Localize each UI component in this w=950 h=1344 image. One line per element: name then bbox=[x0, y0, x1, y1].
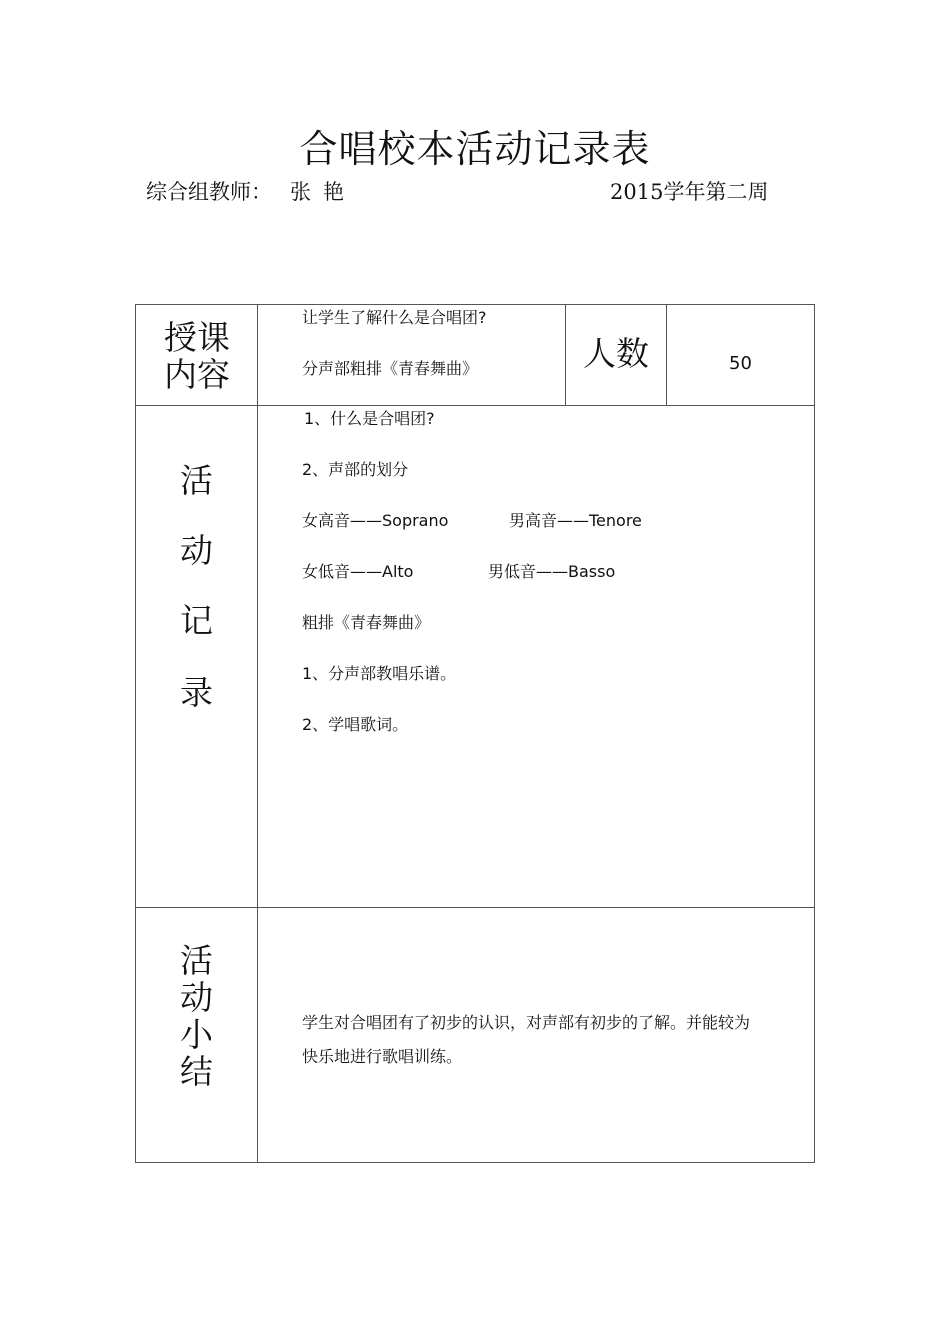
record-label-char: 记 bbox=[180, 601, 213, 640]
summary-label-char: 结 bbox=[180, 1052, 213, 1091]
teacher-name: 张艳 bbox=[290, 180, 356, 204]
record-label-char: 活 bbox=[180, 461, 213, 500]
record-step: 1、分声部教唱乐谱。 bbox=[302, 664, 457, 683]
record-item: 2、声部的划分 bbox=[302, 460, 409, 479]
group-label: 综合组教师： bbox=[146, 180, 272, 204]
summary-label-char: 小 bbox=[180, 1015, 213, 1054]
lesson-line: 分声部粗排《青春舞曲》 bbox=[302, 359, 479, 378]
count-value: 50 bbox=[729, 353, 752, 374]
summary-label-char: 动 bbox=[180, 978, 213, 1017]
rehearsal-title: 粗排《青春舞曲》 bbox=[302, 613, 431, 632]
voice-female: 女高音——Soprano bbox=[302, 511, 449, 530]
lesson-content bbox=[258, 305, 565, 405]
page-title: 合唱校本活动记录表 bbox=[299, 127, 651, 171]
count-label: 人数 bbox=[583, 334, 649, 373]
summary-line: 学生对合唱团有了初步的认识，对声部有初步的了解。并能较为 bbox=[302, 1013, 751, 1032]
record-label-char: 录 bbox=[180, 673, 213, 712]
voice-male: 男高音——Tenore bbox=[509, 511, 642, 530]
lesson-label: 授课内容 bbox=[164, 318, 230, 394]
lesson-line: 让学生了解什么是合唱团? bbox=[302, 308, 487, 327]
record-table bbox=[135, 304, 815, 1163]
summary-line: 快乐地进行歌唱训练。 bbox=[302, 1047, 463, 1066]
record-label bbox=[136, 406, 257, 907]
summary-label-char: 活 bbox=[180, 941, 213, 980]
voice-male: 男低音——Basso bbox=[488, 562, 616, 581]
record-item: 1、什么是合唱团? bbox=[304, 409, 435, 428]
teacher-info bbox=[146, 176, 356, 206]
period-label: 2015学年第二周 bbox=[610, 180, 769, 204]
voice-female: 女低音——Alto bbox=[302, 562, 414, 581]
summary-label bbox=[136, 908, 257, 1162]
record-step: 2、学唱歌词。 bbox=[302, 715, 409, 734]
record-label-char: 动 bbox=[180, 531, 213, 570]
summary-content bbox=[258, 908, 814, 1162]
record-content bbox=[258, 406, 814, 907]
